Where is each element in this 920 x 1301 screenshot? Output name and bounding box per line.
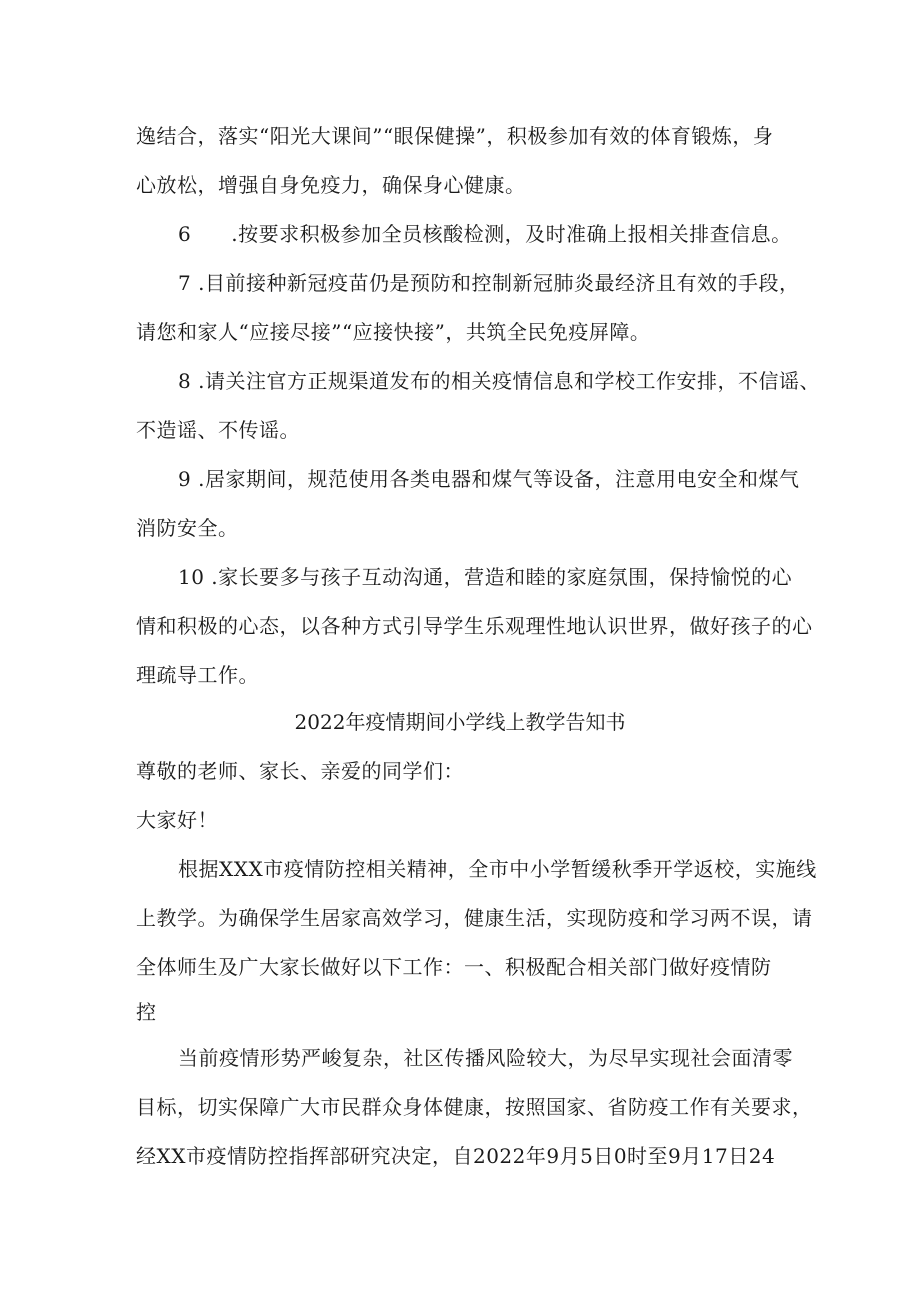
paragraph-line: 控 [136, 1000, 157, 1024]
list-item-number: 6 [178, 222, 192, 246]
paragraph-line: 根据XXX市疫情防控相关精神，全市中小学暂缓秋季开学返校，实施线 [178, 857, 817, 881]
list-item-9: 9 .居家期间，规范使用各类电器和煤气等设备，注意用电安全和煤气 [178, 467, 800, 491]
paragraph-line: 上教学。为确保学生居家高效学习，健康生活，实现防疫和学习两不误，请 [136, 906, 813, 930]
list-item-8: 8 .请关注官方正规渠道发布的相关疫情信息和学校工作安排，不信谣、 [178, 369, 820, 393]
text-line: 不造谣、不传谣。 [136, 418, 300, 442]
list-item-text: .按要求积极参加全员核酸检测，及时准确上报相关排查信息。 [231, 222, 792, 246]
paragraph-line: 全体师生及广大家长做好以下工作：一、积极配合相关部门做好疫情防 [136, 955, 772, 979]
text-line: 逸结合，落实“阳光大课间”“眼保健操”，积极参加有效的体育锻炼，身 [136, 124, 774, 148]
list-item-6 [178, 222, 792, 246]
greeting: 大家好！ [136, 808, 218, 832]
text-line: 理疏导工作。 [136, 663, 259, 687]
paragraph-line: 当前疫情形势严峻复杂，社区传播风险较大，为尽早实现社会面清零 [178, 1046, 793, 1070]
paragraph-line: 目标，切实保障广大市民群众身体健康，按照国家、省防疫工作有关要求， [136, 1095, 813, 1119]
text-line: 消防安全。 [136, 516, 239, 540]
paragraph-line: 经XX市疫情防控指挥部研究决定，自2022年9月5日0时至9月17日24 [136, 1144, 776, 1168]
text-line: 请您和家人“应接尽接”“应接快接”，共筑全民免疫屏障。 [136, 320, 651, 344]
list-item-10: 10 .家长要多与孩子互动沟通，营造和睦的家庭氛围，保持愉悦的心 [178, 565, 793, 589]
text-line: 情和积极的心态，以各种方式引导学生乐观理性地认识世界，做好孩子的心 [136, 614, 813, 638]
list-item-7: 7 .目前接种新冠疫苗仍是预防和控制新冠肺炎最经济且有效的手段， [178, 271, 800, 295]
salutation: 尊敬的老师、家长、亲爱的同学们： [136, 759, 464, 783]
text-line: 心放松，增强自身免疫力，确保身心健康。 [136, 173, 526, 197]
page-title: 2022年疫情期间小学线上教学告知书 [294, 710, 626, 734]
